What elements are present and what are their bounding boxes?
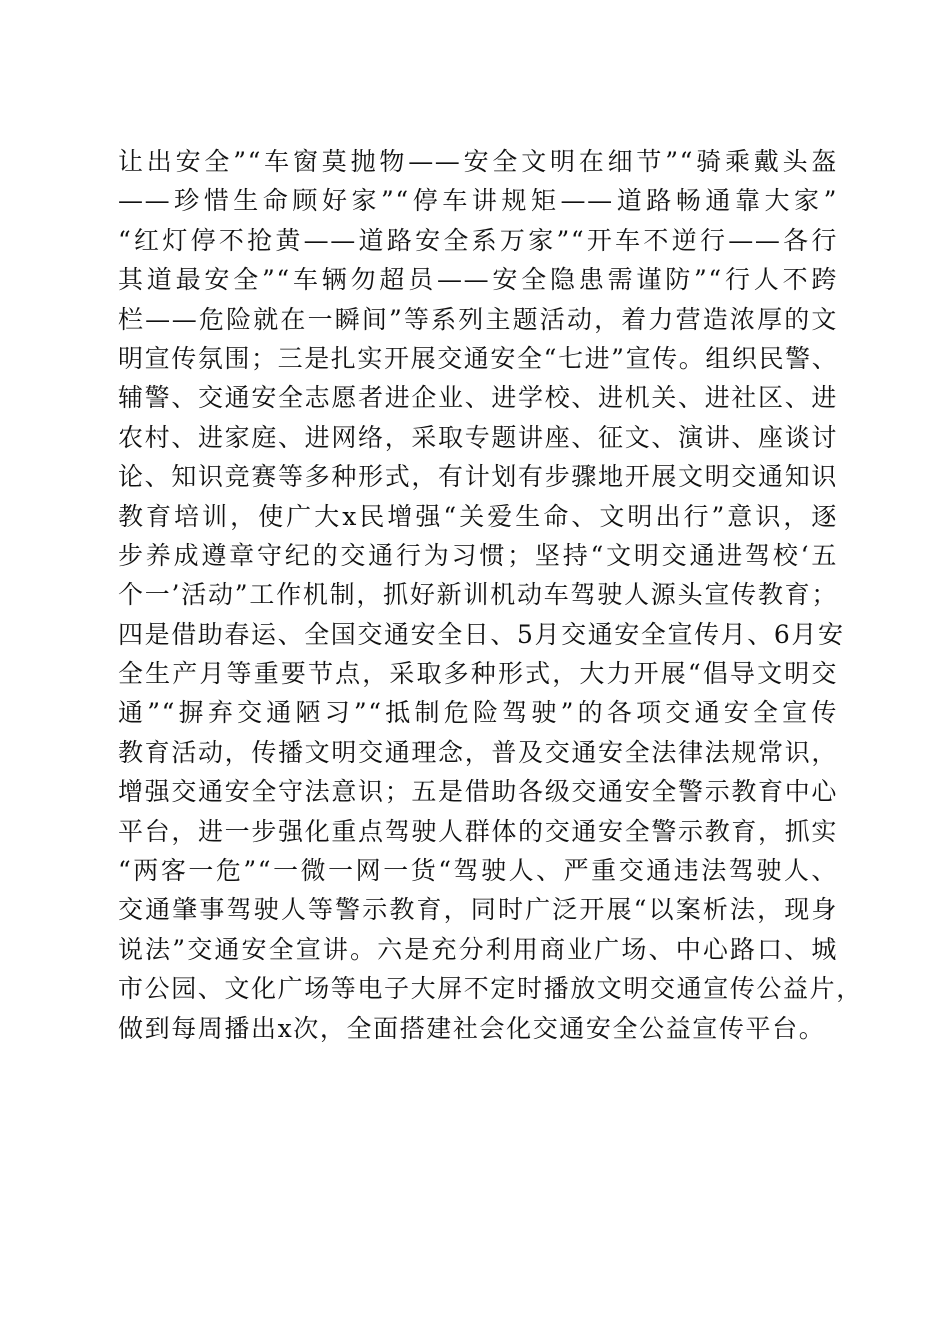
text-line-21: 说法”交通安全宣讲。六是充分利用商业广场、中心路口、城 (118, 934, 838, 964)
text-line-15: 通”“摒弃交通陋习”“抵制危险驾驶”的各项交通安全宣传 (118, 698, 838, 728)
text-line-16: 教育活动，传播文明交通理念，普及交通安全法律法规常识， (118, 737, 838, 767)
text-line-12: 个一’活动”工作机制，抓好新训机动车驾驶人源头宣传教育； (118, 580, 838, 610)
text-line-6: 明宣传氛围；三是扎实开展交通安全“七进”宣传。组织民警、 (118, 343, 839, 373)
text-line-3: “红灯停不抢黄——道路安全系万家”“开车不逆行——各行 (118, 225, 838, 255)
text-line-8: 农村、进家庭、进网络，采取专题讲座、征文、演讲、座谈讨 (118, 422, 838, 452)
text-line-20: 交通肇事驾驶人等警示教育，同时广泛开展“以案析法，现身 (118, 895, 838, 925)
text-line-17: 增强交通安全守法意识；五是借助各级交通安全警示教育中心 (118, 777, 838, 807)
text-line-23: 做到每周播出x次，全面搭建社会化交通安全公益宣传平台。 (118, 1013, 826, 1043)
text-line-9: 论、知识竞赛等多种形式，有计划有步骤地开展文明交通知识 (118, 462, 838, 492)
text-line-18: 平台，进一步强化重点驾驶人群体的交通安全警示教育，抓实 (118, 816, 838, 846)
text-line-19: “两客一危”“一微一网一货“驾驶人、严重交通违法驾驶人、 (118, 856, 838, 886)
text-line-22: 市公园、文化广场等电子大屏不定时播放文明交通宣传公益片， (118, 974, 863, 1004)
text-line-1: 让出安全”“车窗莫抛物——安全文明在细节”“骑乘戴头盔 (118, 147, 838, 176)
text-line-11: 步养成遵章守纪的交通行为习惯；坚持“文明交通进驾校‘五 (118, 540, 838, 570)
text-line-7: 辅警、交通安全志愿者进企业、进学校、进机关、进社区、进 (118, 383, 838, 413)
text-line-5: 栏——危险就在一瞬间”等系列主题活动，着力营造浓厚的文 (118, 304, 838, 334)
text-line-4: 其道最安全”“车辆勿超员——安全隐患需谨防”“行人不跨 (118, 265, 838, 295)
text-line-14: 全生产月等重要节点，采取多种形式，大力开展“倡导文明交 (118, 659, 838, 689)
text-line-13: 四是借助春运、全国交通安全日、5月交通安全宣传月、6月安 (118, 619, 845, 649)
text-line-10: 教育培训，使广大x民增强“关爱生命、文明出行”意识，逐 (118, 501, 838, 531)
body-text (118, 142, 863, 1048)
text-line-2: ——珍惜生命顾好家”“停车讲规矩——道路畅通靠大家” (118, 186, 838, 216)
